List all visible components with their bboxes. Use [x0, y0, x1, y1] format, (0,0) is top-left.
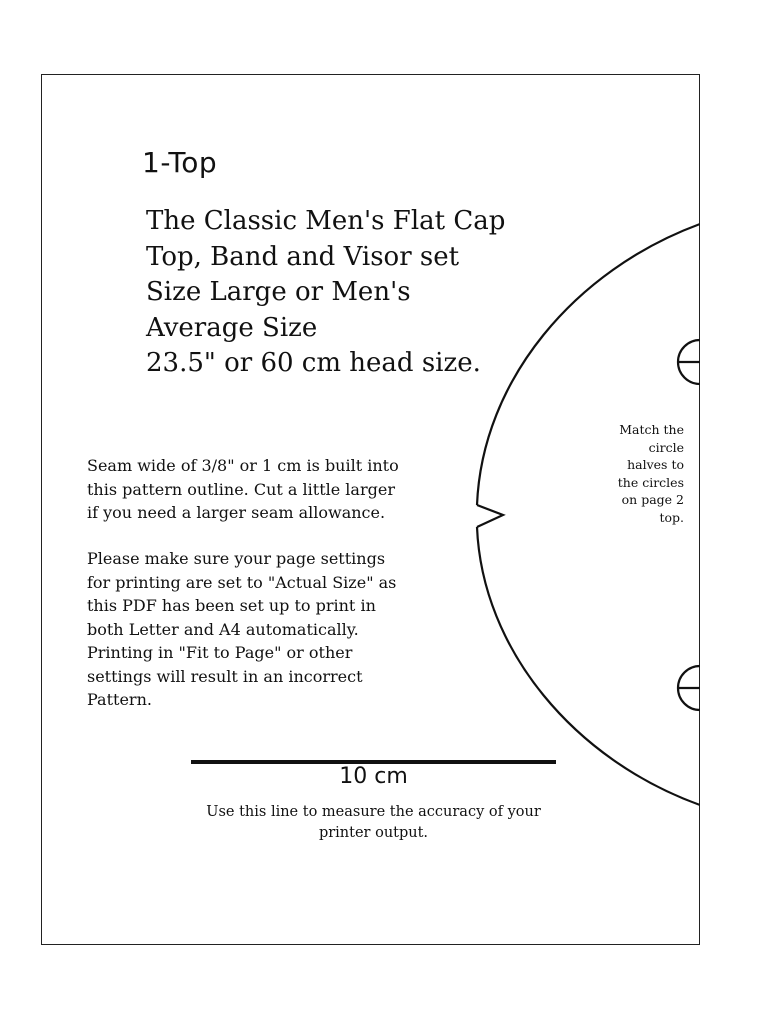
match-note-line: circle	[648, 439, 684, 455]
match-note-line: on page 2	[621, 492, 684, 507]
title-line: 23.5" or 60 cm head size.	[146, 348, 481, 378]
seam-allowance-note	[87, 454, 417, 525]
title-line: Top, Band and Visor set	[146, 241, 460, 272]
print-note-line: Please make sure your page settings	[87, 549, 386, 568]
match-note-line: Match the	[619, 422, 684, 437]
seam-note-line: this pattern outline. Cut a little larger	[87, 479, 395, 499]
seam-note-line: if you need a larger seam allowance.	[87, 503, 386, 522]
print-note-line: this PDF has been set up to print in	[87, 596, 376, 615]
scale-caption-line: printer output.	[318, 824, 429, 841]
scale-caption	[191, 802, 556, 843]
print-note-line: both Letter and A4 automatically.	[87, 619, 359, 639]
scale-caption-line: Use this line to measure the accuracy of your	[206, 804, 541, 820]
piece-label: 1-Top	[142, 146, 218, 179]
print-settings-note	[87, 547, 417, 712]
match-note-line: the circles	[617, 474, 684, 490]
print-note-line: settings will result in an incorrect	[87, 666, 363, 686]
title-line: Size Large or Men's	[146, 277, 411, 307]
pattern-title	[146, 204, 505, 382]
seam-note-line: Seam wide of 3/8" or 1 cm is built into	[87, 456, 399, 475]
match-note-line: top.	[659, 509, 684, 525]
title-line: The Classic Men's Flat Cap	[146, 206, 506, 236]
match-circles-note	[594, 421, 684, 526]
match-note-line: halves to	[627, 457, 684, 472]
print-note-line: for printing are set to "Actual Size" as	[87, 572, 397, 592]
scale-label: 10 cm	[339, 764, 408, 789]
print-note-line: Printing in "Fit to Page" or other	[87, 643, 353, 662]
title-line: Average Size	[146, 312, 318, 343]
print-note-line: Pattern.	[87, 690, 152, 709]
